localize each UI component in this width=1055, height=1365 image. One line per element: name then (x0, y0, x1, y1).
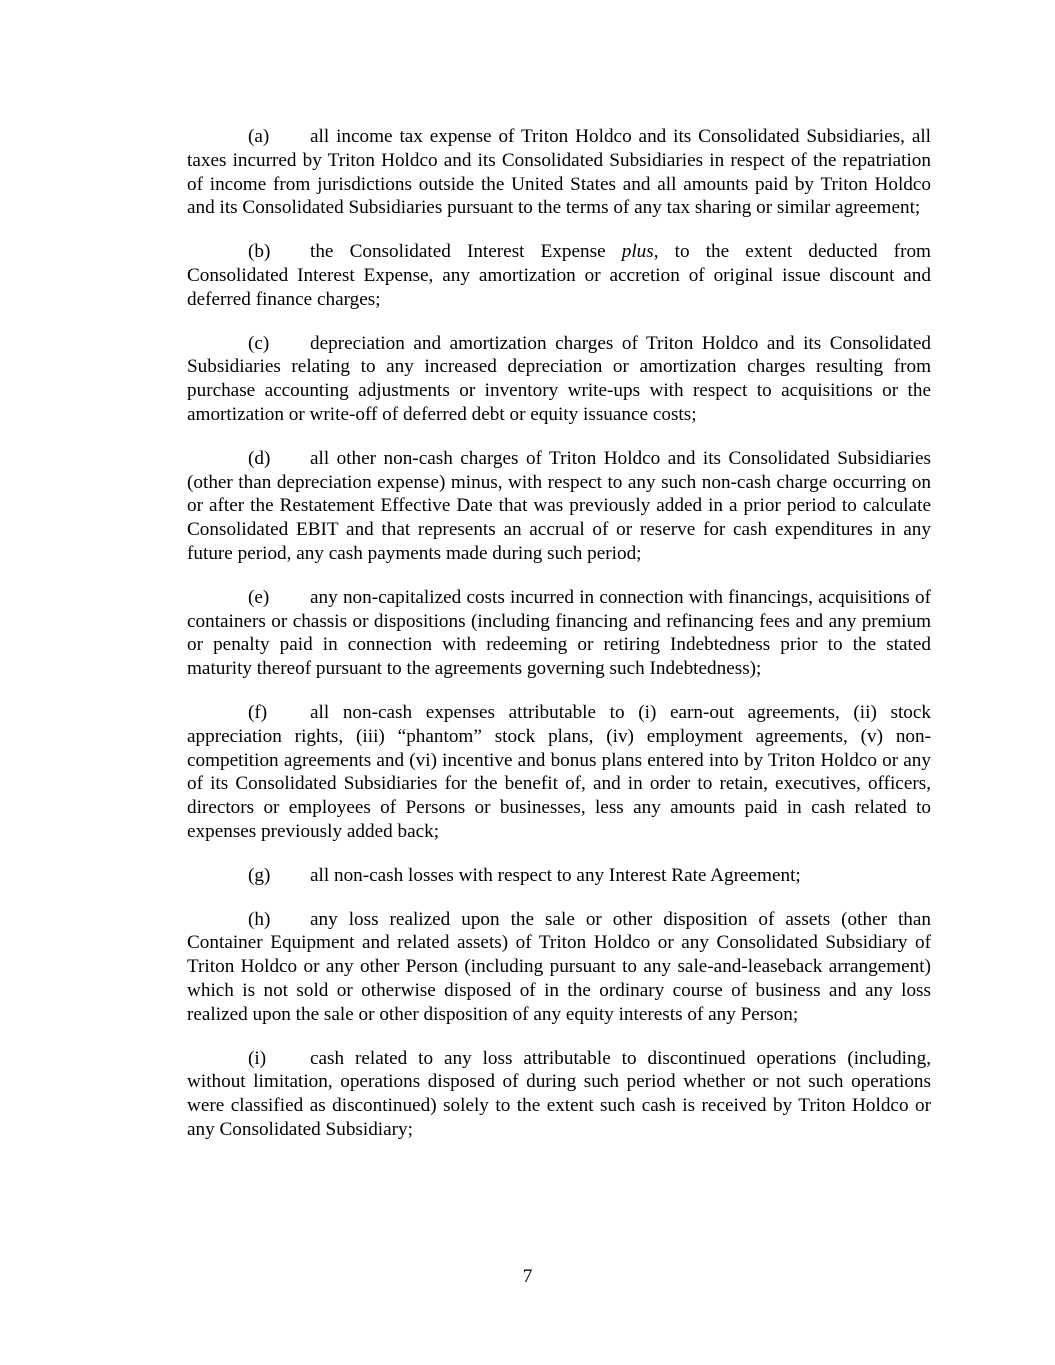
clause-marker: (c) (248, 332, 270, 354)
clause-marker: (f) (248, 701, 268, 723)
clause-e (187, 586, 931, 681)
clause-text: all non-cash expenses attributable to (i) earn-out agreements, (ii) stock appreciation rights, (iii) “phantom” stock plans, (iv) employment agreements, (v) non-competition agreements and (vi) incentive and bonus plans entered into by Triton Holdco or any of its Consolidated Subsidiaries for the benefit of, and in order to retain, executives, officers, directors or employees of Persons or businesses, less any amounts paid in cash related to expenses previously added back; (187, 701, 931, 842)
clause-d (187, 447, 931, 566)
clause-marker: (d) (248, 447, 271, 469)
clause-text: any non-capitalized costs incurred in connection with financings, acquisitions of containers or chassis or dispositions (including financing and refinancing fees and any premium or penalty paid in connection with redeeming or retiring Indebtedness prior to the stated maturity thereof pursuant to the agreements governing such Indebtedness); (187, 586, 931, 680)
clause-text: the Consolidated Interest Expense (310, 241, 622, 263)
clause-marker: (a) (248, 126, 270, 147)
clause-marker: (g) (248, 864, 271, 886)
clause-marker: (i) (248, 1047, 267, 1069)
page-number: 7 (522, 1266, 533, 1287)
clause-h (187, 908, 931, 1027)
clause-b (187, 240, 931, 311)
clause-marker: (b) (248, 241, 271, 263)
clause-marker: (h) (248, 908, 271, 930)
clause-text: all income tax expense of Triton Holdco and its Consolidated Subsidiaries, all taxes incurred by Triton Holdco and its Consolidated Subsidiaries in respect of the repatriation of income from jurisdictions outside the United States and all amounts paid by Triton Holdco and its Consolidated Subsidiaries pursuant to the terms of any tax sharing or similar agreement; (187, 126, 931, 219)
clause-c (187, 332, 931, 427)
clause-a (187, 125, 931, 220)
document-body (187, 125, 931, 1162)
clause-emphasis: plus (621, 241, 654, 263)
clause-f (187, 701, 931, 844)
clause-i (187, 1047, 931, 1142)
clause-text-continued: , to the extent deducted from Consolidated Interest Expense, any amortization or accretion of original issue discount and deferred finance charges; (187, 241, 931, 310)
clause-marker: (e) (248, 586, 270, 608)
clause-text: depreciation and amortization charges of Triton Holdco and its Consolidated Subsidiaries relating to any increased depreciation or amortization charges resulting from purchase accounting adjustments or inventory write-ups with respect to acquisitions or the amortization or write-off of deferred debt or equity issuance costs; (187, 332, 931, 425)
clause-text: any loss realized upon the sale or other disposition of assets (other than Container Equipment and related assets) of Triton Holdco or any Consolidated Subsidiary of Triton Holdco or any other Person (including pursuant to any sale-and-leaseback arrangement) which is not sold or otherwise disposed of in the ordinary course of business and any loss realized upon the sale or other disposition of any equity interests of any Person; (187, 908, 931, 1025)
clause-text: all non-cash losses with respect to any Interest Rate Agreement; (310, 864, 801, 886)
clause-g (187, 864, 931, 888)
clause-text: cash related to any loss attributable to discontinued operations (including, without limitation, operations disposed of during such period whether or not such operations were classified as discontinued) solely to the extent such cash is received by Triton Holdco or any Consolidated Subsidiary; (187, 1047, 931, 1140)
clause-text: all other non-cash charges of Triton Holdco and its Consolidated Subsidiaries (other than depreciation expense) minus, with respect to any such non-cash charge occurring on or after the Restatement Effective Date that was previously added in a prior period to calculate Consolidated EBIT and that represents an accrual of or reserve for cash expenditures in any future period, any cash payments made during such period; (187, 447, 931, 564)
